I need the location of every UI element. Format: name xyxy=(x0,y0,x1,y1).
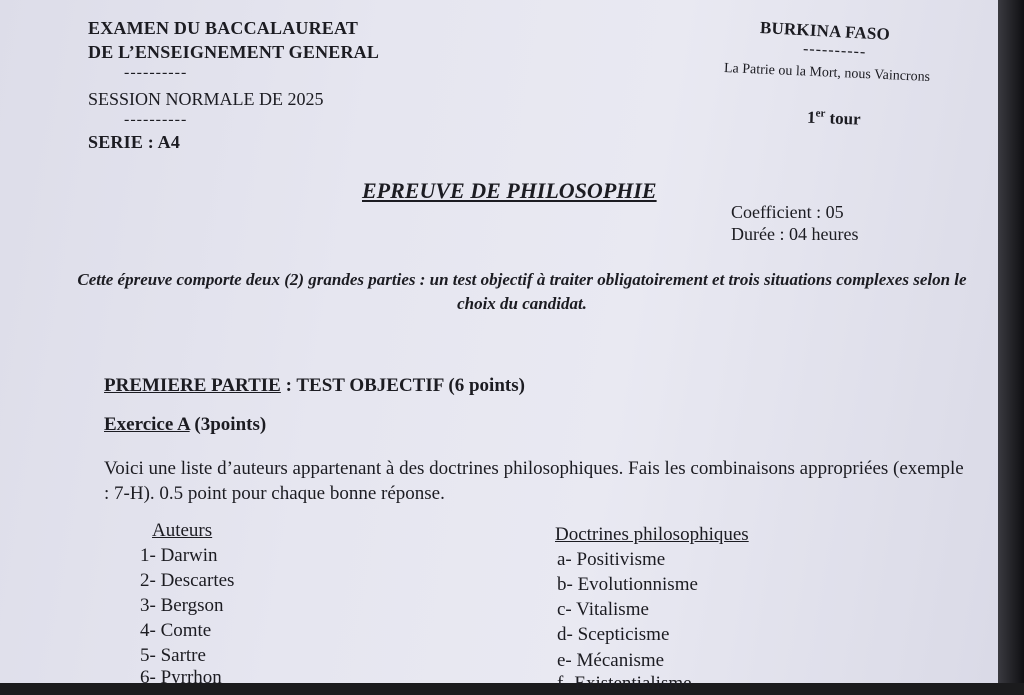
exercise-a-instructions: Voici une liste d’auteurs appartenant à des doctrines philosophiques. Fais les combinaisons appropriées (exemple : 7-H). 0.5 point pour chaque bonne réponse. xyxy=(104,458,964,504)
author-item: 1- Darwin xyxy=(140,545,218,566)
coefficient: Coefficient : 05 xyxy=(731,202,844,222)
session-label: SESSION NORMALE DE 2025 xyxy=(88,89,324,109)
author-item: 2- Descartes xyxy=(140,570,235,591)
country-name: BURKINA FASO xyxy=(759,18,891,44)
exam-title-line1: EXAMEN DU BACCALAUREAT xyxy=(88,18,359,38)
tour-word: tour xyxy=(829,108,862,129)
part1-heading xyxy=(104,375,525,397)
doctrine-item: f- Existentialisme xyxy=(557,673,692,694)
separator: ---------- xyxy=(124,64,188,81)
duration: Durée : 04 heures xyxy=(731,224,859,244)
doctrines-heading: Doctrines philosophiques xyxy=(555,524,749,545)
exercise-a-heading-rest: (3points) xyxy=(189,414,267,435)
doctrine-item: d- Scepticisme xyxy=(557,624,670,645)
national-motto: La Patrie ou la Mort, nous Vaincrons xyxy=(723,61,931,85)
authors-heading: Auteurs xyxy=(152,520,213,541)
doctrine-item: a- Positivisme xyxy=(557,549,666,570)
exercise-a-heading xyxy=(104,414,266,436)
author-item: 6- Pyrrhon xyxy=(140,667,222,688)
serie-label: SERIE : A4 xyxy=(88,132,181,152)
intro-paragraph: Cette épreuve comporte deux (2) grandes parties : un test objectif à traiter obligatoirement et trois situations complexes selon le choix du candidat. xyxy=(77,270,967,313)
tour-label xyxy=(807,107,861,130)
author-item: 3- Bergson xyxy=(140,595,224,616)
exercise-a-heading-underlined: Exercice A xyxy=(104,414,190,435)
doctrine-item: e- Mécanisme xyxy=(557,650,665,671)
part1-heading-rest: : TEST OBJECTIF (6 points) xyxy=(280,375,525,396)
author-item: 5- Sartre xyxy=(140,645,206,666)
tour-number: 1 xyxy=(806,107,816,128)
epreuve-title: EPREUVE DE PHILOSOPHIE xyxy=(362,178,657,203)
separator: ---------- xyxy=(124,111,188,128)
doctrine-item: c- Vitalisme xyxy=(557,599,649,620)
exam-title-line2: DE L’ENSEIGNEMENT GENERAL xyxy=(88,42,380,62)
author-item: 4- Comte xyxy=(140,620,212,641)
tour-superscript: er xyxy=(815,107,826,120)
background-edge xyxy=(998,0,1024,683)
part1-heading-underlined: PREMIERE PARTIE xyxy=(104,375,281,396)
separator: ---------- xyxy=(802,40,867,61)
doctrine-item: b- Evolutionnisme xyxy=(557,574,698,595)
